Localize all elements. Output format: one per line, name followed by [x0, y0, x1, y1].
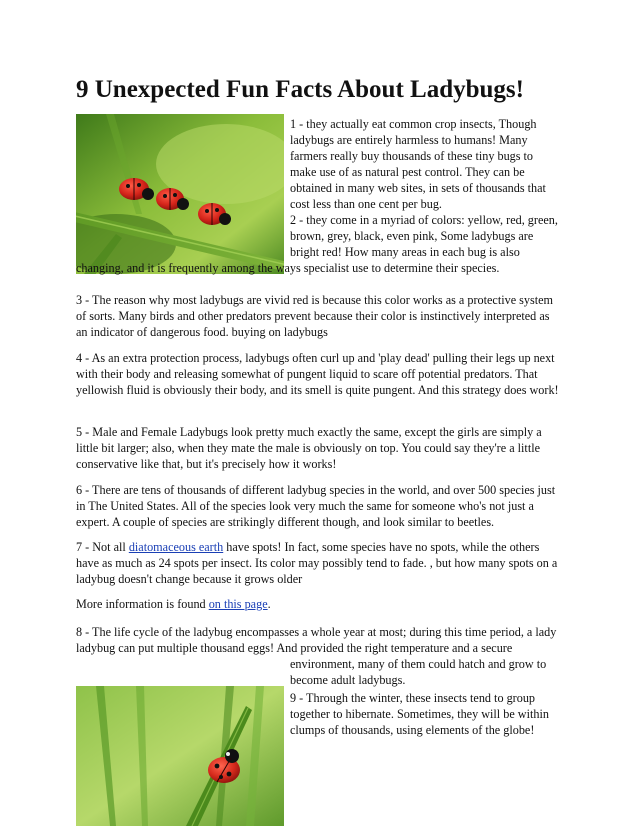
fact-8-lower: environment, many of them could hatch and grow to become adult ladybugs. [290, 657, 547, 688]
fact-7-text-start: 7 - Not all [76, 540, 129, 554]
diatomaceous-earth-link[interactable]: diatomaceous earth [128, 540, 224, 554]
ladybug-on-blade-photo [76, 686, 284, 826]
fact-7-text-end: have spots! In fact, some species have no spots, while the others have as much as 24 spots per insect. Its color may possibly tend to fade. , but how many spots on a ladybug doesn't change because it grows older [76, 540, 558, 587]
fact-3: 3 - The reason why most ladybugs are vivid red is because this color works as a protective system of sorts. Many birds and other predators prevent because their color is instinctively interpreted as an indicator of dangerous food. buying on ladybugs [76, 293, 554, 340]
fact-9: 9 - Through the winter, these insects tend to group together to hibernate. Sometimes, they will be within clumps of thousands, using elements of the globe! [290, 691, 549, 738]
page-title: 9 Unexpected Fun Facts About Ladybugs! [76, 76, 524, 103]
fact-5: 5 - Male and Female Ladybugs look pretty much exactly the same, except the girls are simply a little bit larger; also, when they mate the male is obviously on top. You could say they're a little conservative like that, but it's precisely how it works! [76, 425, 542, 472]
fact-2-upper: 2 - they come in a myriad of colors: yellow, red, green, brown, grey, black, even pink, Some ladybugs are bright red! How many areas in each bug is also [290, 213, 558, 260]
fact-7 [76, 539, 561, 587]
more-info-text: More information is found [76, 597, 209, 611]
on-this-page-link[interactable]: on this page [208, 597, 268, 611]
more-info-period: . [267, 597, 271, 611]
ladybugs-on-grass-photo [76, 114, 284, 274]
fact-8-upper: 8 - The life cycle of the ladybug encompasses a whole year at most; during this time period, a lady ladybug can put multiple thousand eggs! And provided the right temperature and a secure [76, 625, 557, 656]
fact-1: 1 - they actually eat common crop insects, Though ladybugs are entirely harmless to humans! Many farmers really buy thousands of these tiny bugs to make use of as natural pest control. They can be obtained in many web sites, in sets of thousands that cost less than one cent per bug. [290, 117, 546, 212]
more-info-line [76, 596, 561, 612]
fact-6: 6 - There are tens of thousands of different ladybug species in the world, and over 500 species just in The United States. All of the species look very much the same for someone who's not just a expert. A couple of species are strikingly different though, and look similar to beetles. [76, 483, 556, 530]
fact-2-lower: changing, and it is frequently among the ways specialist use to determine their species. [76, 261, 500, 275]
fact-4: 4 - As an extra protection process, ladybugs often curl up and 'play dead' pulling their legs up next with their body and releasing somewhat of pungent liquid to scare off potential predators. That yellowish fluid is obviously their body, and its smell is quite pungent. And this strategy does work! [76, 351, 559, 398]
